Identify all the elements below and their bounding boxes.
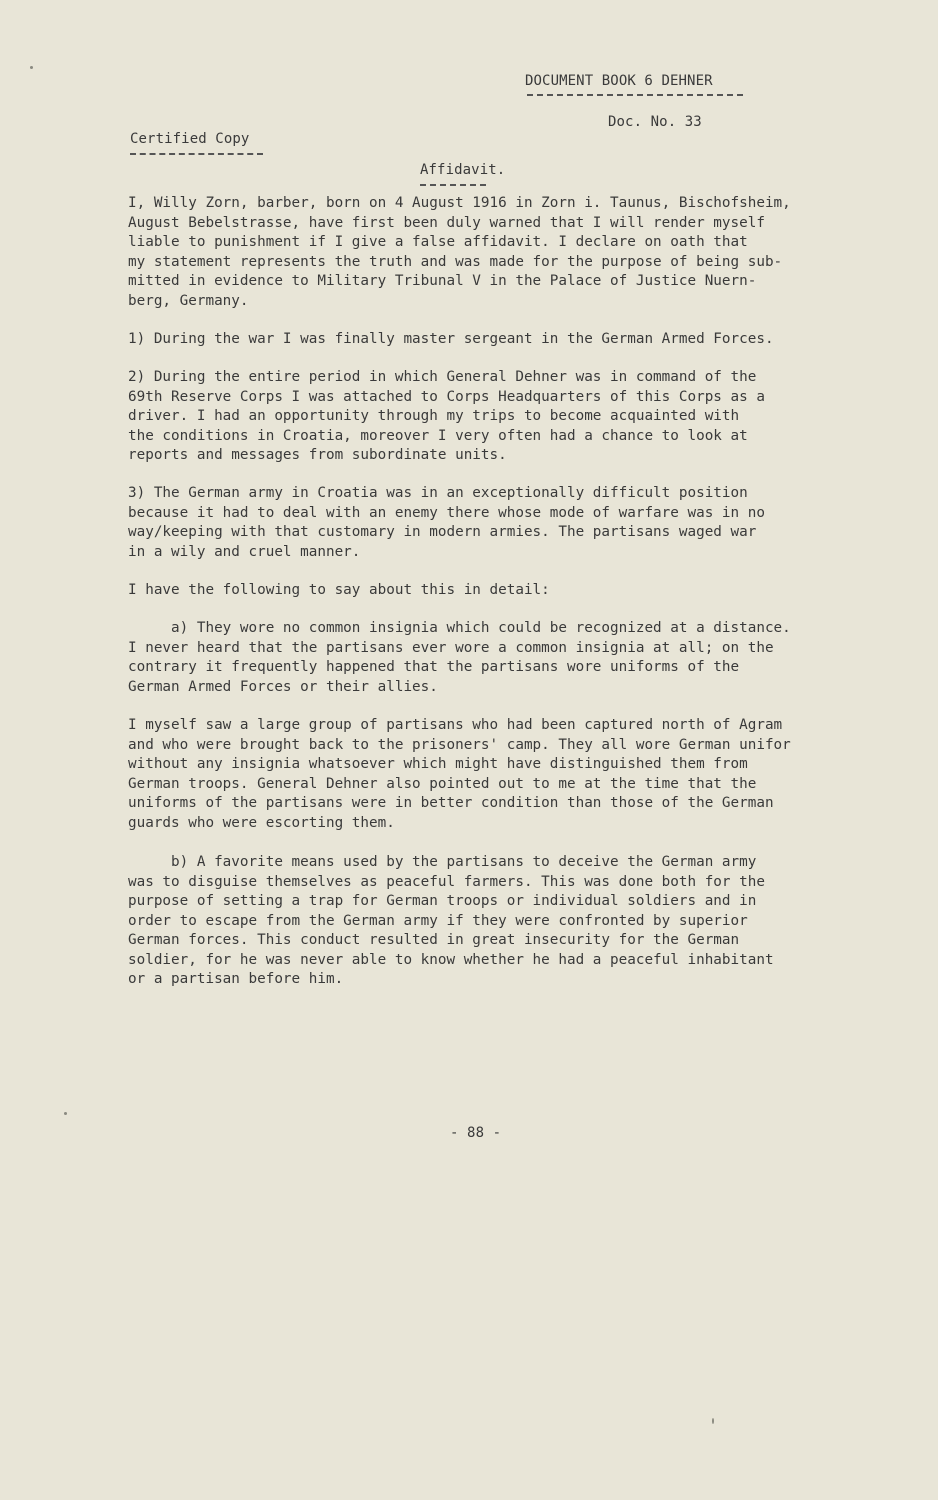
text-line: mitted in evidence to Military Tribunal V in the Palace of Justice Nuern- — [128, 273, 757, 289]
text-line: in a wily and cruel manner. — [128, 543, 361, 560]
text-line: my statement represents the truth and was made for the purpose of being sub- — [128, 253, 783, 270]
paragraph-detail-intro — [128, 581, 888, 601]
text-line: contrary it frequently happened that the partisans wore uniforms of the — [128, 659, 740, 675]
text-line: way/keeping with that customary in modern armies. The partisans waged war — [128, 524, 757, 540]
paragraph-a — [128, 619, 888, 697]
paragraph-1 — [128, 330, 888, 350]
text-line: or a partisan before him. — [128, 971, 344, 987]
paper-speck — [64, 1112, 67, 1115]
paper-speck — [30, 66, 33, 69]
paragraph-3 — [128, 484, 888, 562]
text-line: because it had to deal with an enemy there whose mode of warfare was in no — [128, 504, 765, 521]
certified-copy-label: Certified Copy — [130, 131, 250, 147]
text-line: German forces. This conduct resulted in great insecurity for the German — [128, 932, 740, 948]
affidavit-title: Affidavit. — [420, 162, 506, 178]
text-line: 3) The German army in Croatia was in an exceptionally difficult position — [128, 485, 748, 501]
text-line: driver. I had an opportunity through my trips to become acquainted with — [128, 408, 740, 424]
title-underline — [420, 184, 486, 186]
doc-number: Doc. No. 33 — [608, 114, 702, 130]
text-line: and who were brought back to the prisoners' camp. They all wore German unifor — [128, 736, 791, 753]
text-line: purpose of setting a trap for German troops or individual soldiers and in — [128, 893, 757, 909]
text-line: German Armed Forces or their allies. — [128, 678, 438, 695]
text-line: I, Willy Zorn, barber, born on 4 August 1916 in Zorn i. Taunus, Bischofsheim, — [128, 195, 791, 211]
document-book-header: DOCUMENT BOOK 6 DEHNER — [525, 73, 713, 89]
intro-paragraph — [128, 194, 888, 311]
text-line: 69th Reserve Corps I was attached to Corps Headquarters of this Corps as a — [128, 388, 765, 405]
text-line: 1) During the war I was finally master sergeant in the German Armed Forces. — [128, 331, 774, 347]
text-line: 2) During the entire period in which General Dehner was in command of the — [128, 369, 757, 385]
paragraph-observation — [128, 716, 888, 833]
text-line: uniforms of the partisans were in better condition than those of the German — [128, 795, 774, 811]
text-line: liable to punishment if I give a false affidavit. I declare on oath that — [128, 234, 748, 250]
text-line: b) A favorite means used by the partisans to deceive the German army — [128, 854, 757, 870]
paragraph-2 — [128, 368, 888, 466]
text-line: I myself saw a large group of partisans who had been captured north of Agram — [128, 717, 783, 733]
paper-speck — [712, 1418, 714, 1424]
text-line: berg, Germany. — [128, 292, 249, 309]
text-line: reports and messages from subordinate units. — [128, 447, 507, 463]
header-underline — [527, 94, 743, 96]
text-line: the conditions in Croatia, moreover I very often had a chance to look at — [128, 427, 748, 444]
certified-copy-underline — [130, 153, 263, 155]
paragraph-b — [128, 853, 888, 990]
text-line: German troops. General Dehner also pointed out to me at the time that the — [128, 775, 757, 792]
text-line: a) They wore no common insignia which could be recognized at a distance. — [128, 620, 791, 636]
text-line: I have the following to say about this in detail: — [128, 582, 550, 598]
text-line: without any insignia whatsoever which might have distinguished them from — [128, 756, 748, 772]
text-line: guards who were escorting them. — [128, 814, 395, 831]
page-number: - 88 - — [450, 1125, 502, 1141]
text-line: was to disguise themselves as peaceful farmers. This was done both for the — [128, 873, 765, 890]
text-line: soldier, for he was never able to know whether he had a peaceful inhabitant — [128, 951, 774, 968]
text-line: I never heard that the partisans ever wore a common insignia at all; on the — [128, 639, 774, 656]
text-line: August Bebelstrasse, have first been duly warned that I will render myself — [128, 214, 765, 231]
text-line: order to escape from the German army if they were confronted by superior — [128, 912, 748, 929]
